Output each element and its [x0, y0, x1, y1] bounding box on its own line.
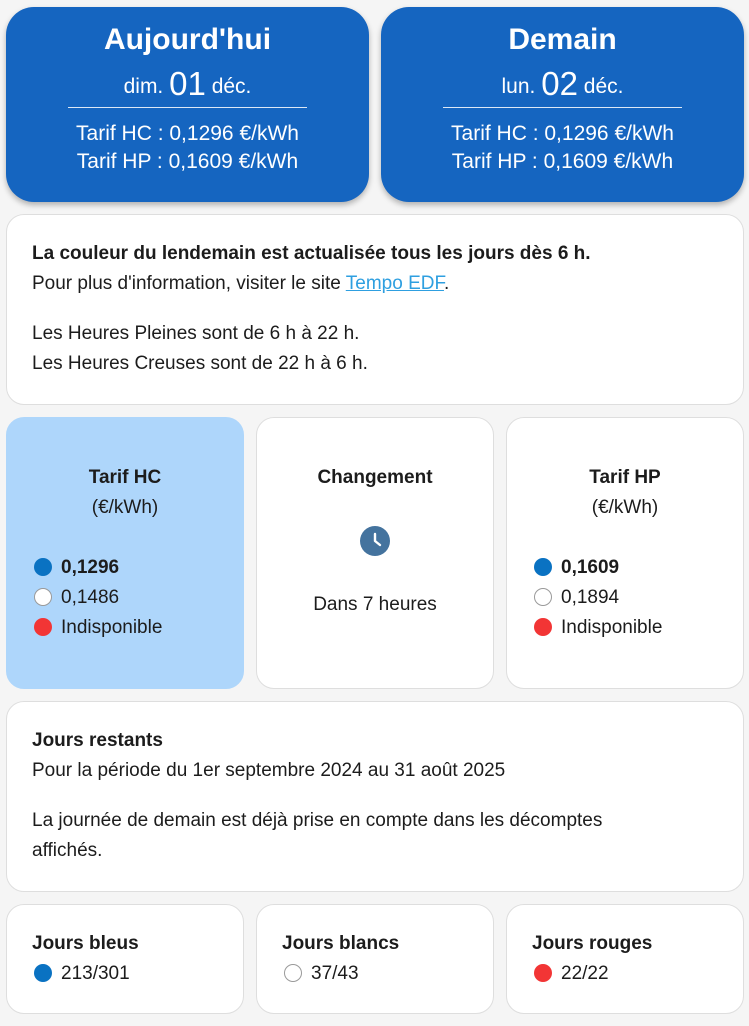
jours-bleus-value: 213/301	[61, 963, 130, 984]
blue-dot-icon	[34, 558, 52, 576]
hp-hours-text: Les Heures Pleines sont de 6 h à 22 h.	[32, 323, 360, 344]
today-tarif-hc: Tarif HC : 0,1296 €/kWh	[76, 122, 299, 145]
jours-bleus-row	[34, 963, 130, 985]
jours-blancs-value: 37/43	[311, 963, 359, 984]
jours-rouges-row	[534, 963, 609, 985]
today-title: Aujourd'hui	[103, 23, 272, 56]
tarif-hp-unit: (€/kWh)	[591, 497, 659, 518]
tarif-hp-red-row	[534, 617, 662, 639]
tarif-hp-white-row	[534, 587, 619, 609]
tarif-hc-white-value: 0,1486	[61, 587, 120, 608]
jours-blancs-title: Jours blancs	[282, 933, 400, 954]
change-title: Changement	[317, 467, 433, 488]
today-month: déc.	[211, 75, 252, 98]
day-cards	[6, 7, 744, 202]
red-dot-icon	[534, 618, 552, 636]
today-tarif-hp: Tarif HP : 0,1609 €/kWh	[76, 150, 299, 173]
jours-bleus-card	[6, 904, 244, 1014]
tarif-hp-title: Tarif HP	[589, 467, 661, 488]
jours-rouges-title: Jours rouges	[532, 933, 653, 954]
tarif-hp-blue-value: 0,1609	[561, 557, 620, 578]
more-info-prefix: Pour plus d'information, visiter le site	[32, 273, 346, 294]
tarif-hc-red-value: Indisponible	[61, 617, 163, 638]
red-dot-icon	[34, 618, 52, 636]
tarif-hc-card	[6, 417, 244, 689]
white-dot-icon	[284, 964, 302, 982]
hc-hours-text: Les Heures Creuses sont de 22 h à 6 h.	[32, 353, 368, 374]
white-dot-icon	[34, 588, 52, 606]
today-weekday: dim.	[123, 75, 164, 98]
jours-blancs-row	[284, 963, 359, 985]
white-dot-icon	[534, 588, 552, 606]
today-day: 01	[169, 65, 206, 102]
tarif-hp-red-value: Indisponible	[561, 617, 663, 638]
jours-restants-card	[6, 701, 744, 892]
more-info-text	[32, 273, 449, 295]
tempo-edf-link[interactable]: Tempo EDF	[345, 273, 444, 294]
tarif-hc-title: Tarif HC	[88, 467, 162, 488]
tarif-hc-blue-row	[34, 557, 119, 579]
tomorrow-day: 02	[541, 65, 578, 102]
jours-note-line2: affichés.	[32, 840, 103, 861]
info-card	[6, 214, 744, 405]
jours-title: Jours restants	[32, 730, 163, 751]
blue-dot-icon	[534, 558, 552, 576]
tarif-hc-white-row	[34, 587, 119, 609]
update-notice: La couleur du lendemain est actualisée tous les jours dès 6 h.	[32, 243, 591, 264]
tarif-hc-blue-value: 0,1296	[61, 557, 120, 578]
tomorrow-month: déc.	[583, 75, 624, 98]
tomorrow-weekday: lun.	[501, 75, 536, 98]
today-date	[6, 65, 369, 103]
tomorrow-tarif-hp: Tarif HP : 0,1609 €/kWh	[451, 150, 674, 173]
jours-bleus-title: Jours bleus	[32, 933, 139, 954]
tarif-hp-blue-row	[534, 557, 619, 579]
jours-rouges-value: 22/22	[561, 963, 609, 984]
jours-blancs-card	[256, 904, 494, 1014]
blue-dot-icon	[34, 964, 52, 982]
tomorrow-title: Demain	[508, 23, 617, 56]
tomorrow-divider	[443, 107, 682, 108]
tomorrow-date	[381, 65, 744, 103]
red-dot-icon	[534, 964, 552, 982]
jours-note-line1: La journée de demain est déjà prise en compte dans les décomptes	[32, 810, 603, 831]
change-card	[256, 417, 494, 689]
clock-icon	[360, 526, 390, 556]
jours-rouges-card	[506, 904, 744, 1014]
change-text: Dans 7 heures	[313, 594, 437, 615]
tarif-hp-card	[506, 417, 744, 689]
tomorrow-card	[381, 7, 744, 202]
more-info-suffix: .	[443, 273, 450, 294]
tarif-hc-red-row	[34, 617, 162, 639]
tarif-hp-white-value: 0,1894	[561, 587, 620, 608]
tomorrow-tarif-hc: Tarif HC : 0,1296 €/kWh	[451, 122, 674, 145]
jours-period: Pour la période du 1er septembre 2024 au 31 août 2025	[32, 760, 506, 781]
today-divider	[68, 107, 307, 108]
tarif-hc-unit: (€/kWh)	[91, 497, 159, 518]
today-card	[6, 7, 369, 202]
